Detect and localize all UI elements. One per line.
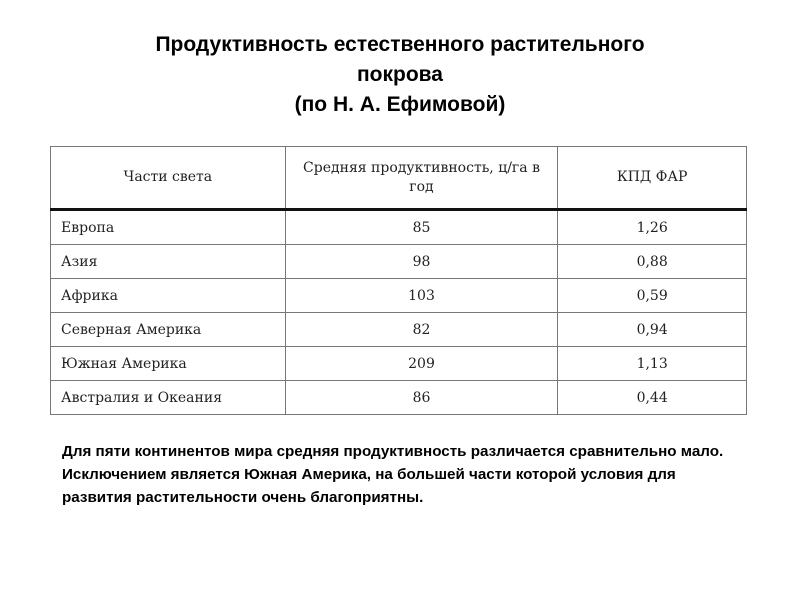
efficiency-cell: 0,88 (558, 245, 747, 279)
title-line-2: покрова (357, 63, 443, 86)
efficiency-cell: 1,26 (558, 210, 747, 245)
header-efficiency: КПД ФАР (558, 147, 747, 210)
region-cell: Азия (51, 245, 286, 279)
productivity-cell: 86 (285, 381, 558, 415)
title-line-3: (по Н. А. Ефимовой) (294, 93, 506, 116)
efficiency-cell: 0,94 (558, 313, 747, 347)
region-cell: Австралия и Океания (51, 381, 286, 415)
region-cell: Северная Америка (51, 313, 286, 347)
efficiency-cell: 0,59 (558, 279, 747, 313)
efficiency-cell: 1,13 (558, 347, 747, 381)
table-row (51, 313, 747, 347)
productivity-cell: 103 (285, 279, 558, 313)
title-line-1: Продуктивность естественного растительного (155, 33, 645, 56)
table-row (51, 279, 747, 313)
summary-paragraph: Для пяти континентов мира средняя продуктивность различается сравнительно мало. Исключением является Южная Америка, на большей части которой условия для развития растительности очень благоприятны. (62, 443, 724, 506)
productivity-cell: 82 (285, 313, 558, 347)
productivity-cell: 209 (285, 347, 558, 381)
efficiency-cell: 0,44 (558, 381, 747, 415)
productivity-table (50, 146, 747, 415)
table-row (51, 347, 747, 381)
header-regions: Части света (51, 147, 286, 210)
productivity-cell: 98 (285, 245, 558, 279)
table-row (51, 210, 747, 245)
table-header-row (51, 147, 747, 210)
region-cell: Южная Америка (51, 347, 286, 381)
header-productivity: Средняя продуктивность, ц/га в год (285, 147, 558, 210)
table-row (51, 381, 747, 415)
region-cell: Африка (51, 279, 286, 313)
region-cell: Европа (51, 210, 286, 245)
page-title (60, 30, 740, 120)
table-row (51, 245, 747, 279)
productivity-cell: 85 (285, 210, 558, 245)
